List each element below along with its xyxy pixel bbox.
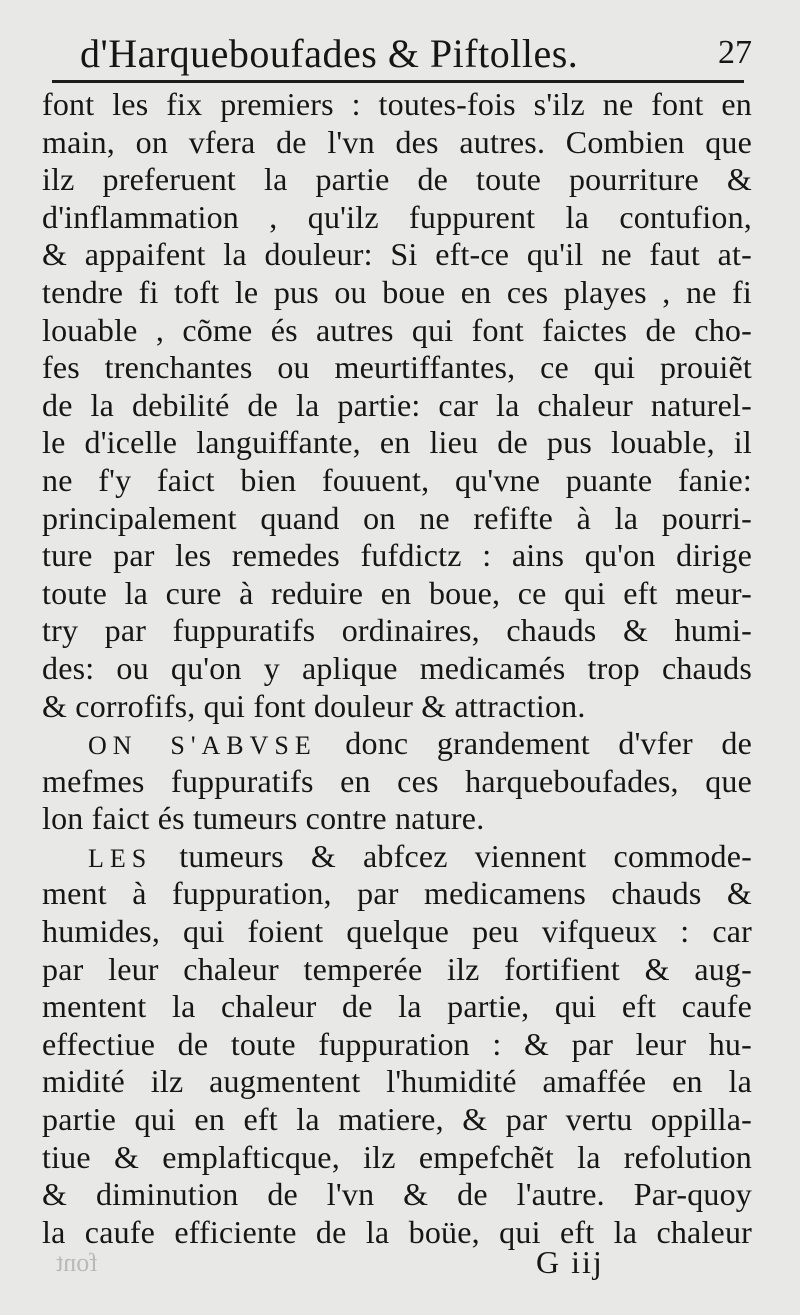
- text-line: effectiue de toute fuppuration : & par leur hu-: [42, 1025, 752, 1062]
- paragraph-2-lead: ON S'ABVSE: [88, 731, 317, 761]
- text-line: tiue & emplafticque, ilz empefchẽt la refolution: [42, 1138, 752, 1175]
- paragraph-2-first-line: [42, 725, 752, 763]
- text-line: ture par les remedes fufdictz : ains qu'on dirige: [42, 537, 752, 574]
- text-line: le d'icelle languiffante, en lieu de pus louable, il: [42, 424, 752, 461]
- paragraph-3-lead: LES: [88, 843, 153, 873]
- text-line: midité ilz augmentent l'humidité amaffée en la: [42, 1063, 752, 1100]
- text-run: tumeurs & abfcez viennent commode-: [152, 837, 752, 874]
- text-line: des: ou qu'on y aplique medicamés trop chauds: [42, 649, 752, 686]
- text-line: ment à fuppuration, par medicamens chauds &: [42, 875, 752, 912]
- text-line: & diminution de l'vn & de l'autre. Par-quoy: [42, 1176, 752, 1213]
- header-rule: [52, 80, 744, 83]
- text-line: mefmes fuppuratifs en ces harqueboufades, que: [42, 762, 752, 799]
- signature-mark: G iij: [536, 1244, 604, 1280]
- text-line: ne f'y faict bien fouuent, qu'vne puante fanie:: [42, 461, 752, 498]
- text-run: donc grandement d'vfer de: [316, 725, 752, 762]
- running-head: [40, 30, 752, 82]
- text-line: lon faict és tumeurs contre nature.: [42, 800, 485, 837]
- text-line: ilz preferuent la partie de toute pourriture &: [42, 161, 752, 198]
- text-line: humides, qui foient quelque peu vifqueux : car: [42, 913, 752, 950]
- text-line: louable , cõme és autres qui font faictes de cho-: [42, 311, 752, 348]
- text-line: fes trenchantes ou meurtiffantes, ce qui prouiẽt: [42, 349, 752, 386]
- text-line: mentent la chaleur de la partie, qui eft caufe: [42, 988, 752, 1025]
- text-line: try par fuppuratifs ordinaires, chauds & humi-: [42, 612, 752, 649]
- text-line: principalement quand on ne refifte à la pourri-: [42, 499, 752, 536]
- text-line: de la debilité de la partie: car la chaleur naturel-: [42, 386, 752, 423]
- body-text: [42, 86, 752, 1251]
- text-line: & appaifent la douleur: Si eft-ce qu'il ne faut at-: [42, 236, 752, 273]
- page-number: 27: [718, 34, 752, 71]
- paragraph-3-first-line: [42, 838, 752, 876]
- text-line: la caufe efficiente de la boüe, qui eft la chaleur: [42, 1213, 752, 1250]
- text-line: toute la cure à reduire en boue, ce qui eft meur-: [42, 574, 752, 611]
- text-line: par leur chaleur temperée ilz fortifient & aug-: [42, 950, 752, 987]
- text-line: partie qui en eft la matiere, & par vertu oppilla-: [42, 1101, 752, 1138]
- text-line: tendre fi toft le pus ou boue en ces playes , ne fi: [42, 273, 752, 310]
- running-title: d'Harqueboufades & Piftolles.: [80, 31, 579, 76]
- text-line: font les fix premiers : toutes-fois s'ilz ne font en: [42, 86, 752, 122]
- text-line: d'inflammation , qu'ilz fuppurent la contufion,: [42, 198, 752, 235]
- page-footer: [42, 1240, 752, 1280]
- show-through-text: font: [56, 1248, 98, 1277]
- text-line: main, on vfera de l'vn des autres. Combien que: [42, 123, 752, 160]
- text-line: & corrofifs, qui font douleur & attraction.: [42, 687, 586, 724]
